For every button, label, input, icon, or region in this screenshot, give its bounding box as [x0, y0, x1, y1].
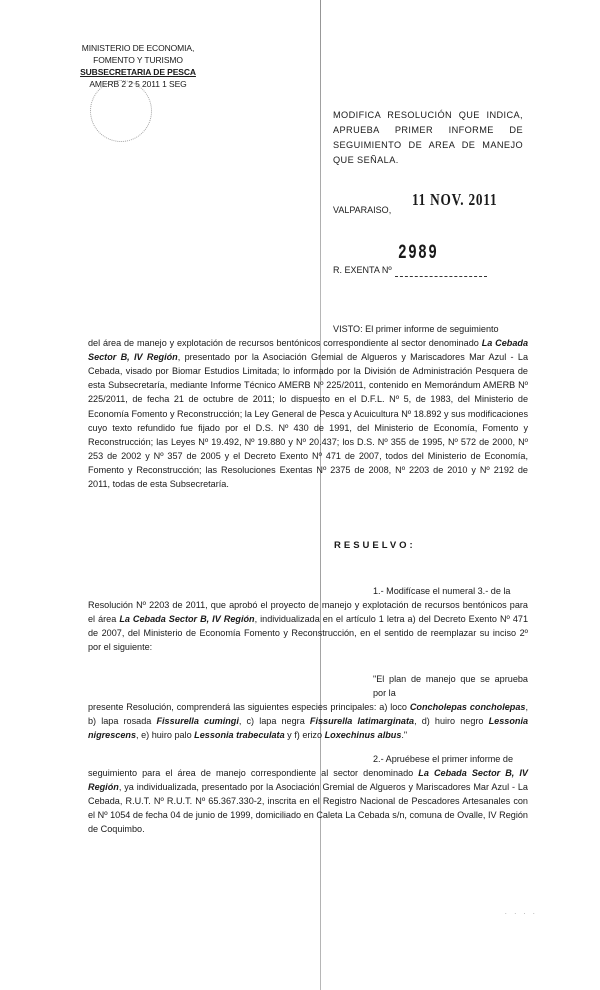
- quote-lead: "El plan de manejo que se aprueba por la: [373, 674, 528, 699]
- species-5: Lessonia trabeculata: [194, 730, 285, 741]
- visto-paragraph: [88, 322, 528, 491]
- item-1-sector-name: La Cebada Sector B, IV Región: [119, 614, 255, 625]
- exenta-underline: [395, 276, 487, 277]
- ministry-line-2: FOMENTO Y TURISMO: [93, 55, 183, 65]
- quote-end: .": [401, 730, 408, 741]
- resuelvo-heading: RESUELVO:: [334, 540, 416, 551]
- corner-marks: . . . .: [505, 910, 538, 916]
- quote-text-b: , b) lapa rosada: [88, 702, 528, 727]
- item-2-lead: 2.- Apruébese el primer informe de: [373, 754, 514, 764]
- ministry-line-1: MINISTERIO DE ECONOMIA,: [81, 43, 195, 53]
- visto-lead: VISTO: El primer informe de seguimiento: [333, 324, 499, 334]
- quote-text-f: y f) erizo: [284, 730, 323, 741]
- species-1: Concholepas concholepas: [409, 702, 526, 713]
- item-2-paragraph: [88, 752, 528, 837]
- place-label: VALPARAISO,: [333, 205, 392, 215]
- species-4: Lessonia nigrescens: [88, 716, 529, 741]
- subsecretaria-label: SUBSECRETARIA DE PESCA: [80, 67, 196, 77]
- item-2-text-b: , ya individualizada, presentado por la Asociación Gremial de Algueros y Mariscadores Mar Azul - La Cebada, R.U.T. Nº R.U.T. Nº 65.367.330-2, inscrita en el Registro Nacional de Pescadores Artesanales con el Nº 1054 de fecha 04 de junio de 1999, domiciliado en Caleta La Cebada s/n, comuna de Ovalle, IV Región de Coquimbo.: [88, 782, 528, 835]
- date-stamp: 11 NOV. 2011: [412, 190, 498, 209]
- official-seal-icon: [90, 80, 152, 142]
- quote-text-e: , e) huiro palo: [136, 730, 192, 741]
- species-6: Loxechinus albus: [324, 730, 402, 741]
- item-2-sector-name: La Cebada Sector B, IV Región: [88, 768, 528, 793]
- visto-text-2: , presentado por la Asociación Gremial de Algueros y Mariscadores Mar Azul - La Cebada, visado por Biomar Estudios Limitada; lo informado por la División de Administración Pesquera de esta Subsecretaría, mediante Informe Técnico AMERB Nº 225/2011, contenido en Memorándum AMERB Nº 225/2011, de fecha 21 de octubre de 2011; lo dispuesto en el D.F.L. Nº 5, de 1983, del Ministerio de Economía Fomento y Reconstrucción; la Ley General de Pesca y Acuicultura Nº 18.892 y sus modificaciones cuyo texto refundido fue fijado por el D.S. Nº 430 de 1991, del Ministerio de Economía, Fomento y Reconstrucción; las Leyes Nº 19.492, Nº 19.880 y Nº 20.437; los D.S. Nº 355 de 1995, Nº 572 de 2000, Nº 253 de 2002 y Nº 357 de 2005 y el Decreto Exento Nº 471 de 2007, todos del Ministerio de Economía, Fomento y Reconstrucción; las Resoluciones Exentas Nº 2375 de 2008, Nº 2203 de 2010 y Nº 2192 de 2011, todas de esta Subsecretaría.: [88, 352, 528, 490]
- quote-text-c: , c) lapa negra: [238, 716, 305, 727]
- item-1-paragraph: [88, 584, 528, 654]
- quote-text-d: , d) huiro negro: [414, 716, 484, 727]
- exenta-label: R. EXENTA Nº: [333, 265, 392, 275]
- item-1-lead: 1.- Modifícase el numeral 3.- de la: [373, 586, 511, 596]
- scan-fold-line: [320, 0, 321, 990]
- quote-text-a: presente Resolución, comprenderá las siguientes especies principales: a) loco: [88, 702, 407, 713]
- resolution-subject: MODIFICA RESOLUCIÓN QUE INDICA, APRUEBA PRIMER INFORME DE SEGUIMIENTO DE AREA DE MANEJO QUE SEÑALA.: [333, 110, 523, 165]
- quote-paragraph: [88, 672, 528, 742]
- item-1-text-a: Resolución Nº 2203 de 2011, que aprobó el proyecto de manejo y explotación de recursos bentónicos para el área: [88, 600, 528, 625]
- species-2: Fissurella cumingi: [156, 716, 239, 727]
- item-1-text-b: , individualizada en el artículo 1 letra a) del Decreto Exento Nº 471 de 2007, del Ministerio de Economía Fomento y Reconstrucción, en el sentido de reemplazar su inciso 2º por el siguiente:: [88, 614, 529, 653]
- resolution-number: 2989: [398, 242, 439, 265]
- visto-sector-name: La Cebada Sector B, IV Región: [88, 338, 529, 363]
- species-3: Fissurella latimarginata: [309, 716, 415, 727]
- reference-code: AMERB 2 2 5 2011 1 SEG: [89, 79, 187, 89]
- item-2-text-a: seguimiento para el área de manejo correspondiente al sector denominado: [88, 768, 414, 779]
- visto-text-1: del área de manejo y explotación de recursos bentónicos correspondiente al sector denominado: [88, 338, 479, 349]
